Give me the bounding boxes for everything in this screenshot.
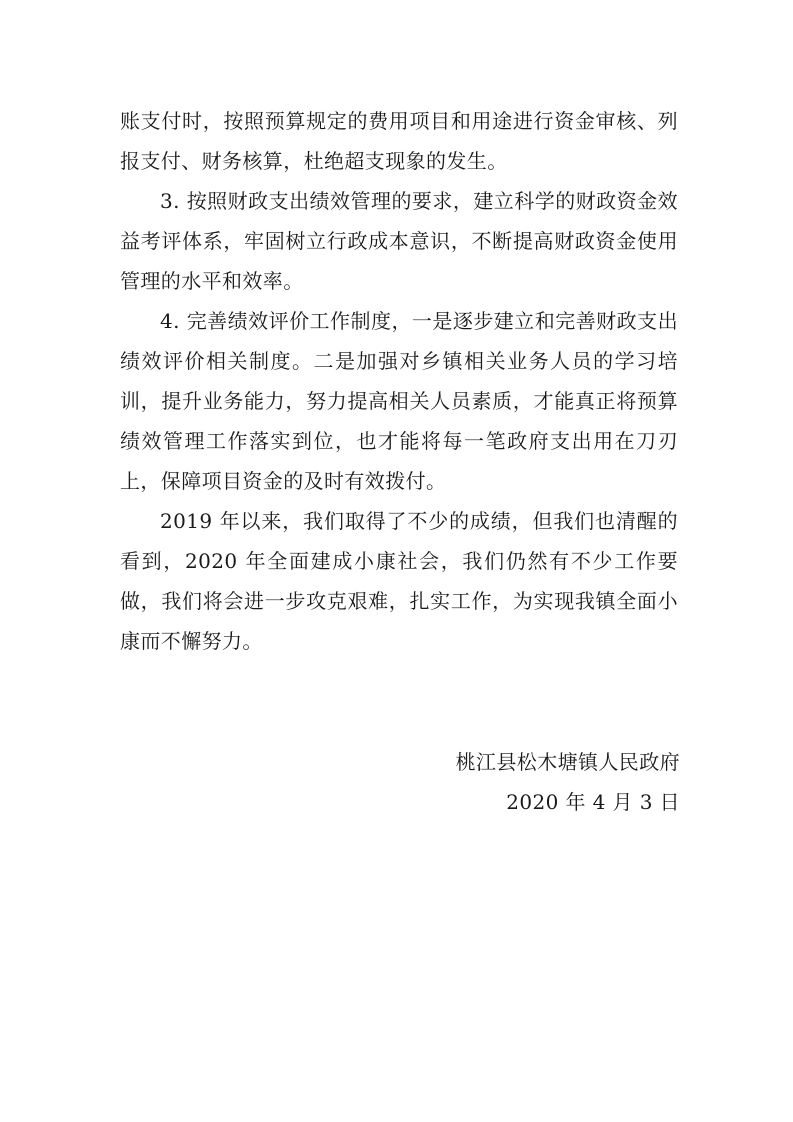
paragraph-item-4: 4. 完善绩效评价工作制度，一是逐步建立和完善财政支出绩效评价相关制度。二是加强对乡镇相关业务人员的学习培训，提升业务能力，努力提高相关人员素质，才能真正将预算绩效管理工作落实到位，也才能将每一笔政府支出用在刀刃上，保障项目资金的及时有效拨付。 (120, 309, 678, 493)
document-body (120, 101, 678, 661)
signature-organization: 桃江县松木塘镇人民政府 (455, 750, 680, 774)
paragraph-conclusion: 2019 年以来，我们取得了不少的成绩，但我们也清醒的看到，2020 年全面建成小康社会，我们仍然有不少工作要做，我们将会进一步攻克艰难，扎实工作，为实现我镇全面小康而不懈努力。 (120, 509, 678, 653)
signature-date: 2020 年 4 月 3 日 (506, 790, 680, 814)
paragraph-item-3: 3. 按照财政支出绩效管理的要求，建立科学的财政资金效益考评体系，牢固树立行政成本意识，不断提高财政资金使用管理的水平和效率。 (120, 189, 678, 293)
signature-block (456, 742, 680, 822)
paragraph-continuation: 账支付时，按照预算规定的费用项目和用途进行资金审核、列报支付、财务核算，杜绝超支现象的发生。 (120, 109, 678, 173)
